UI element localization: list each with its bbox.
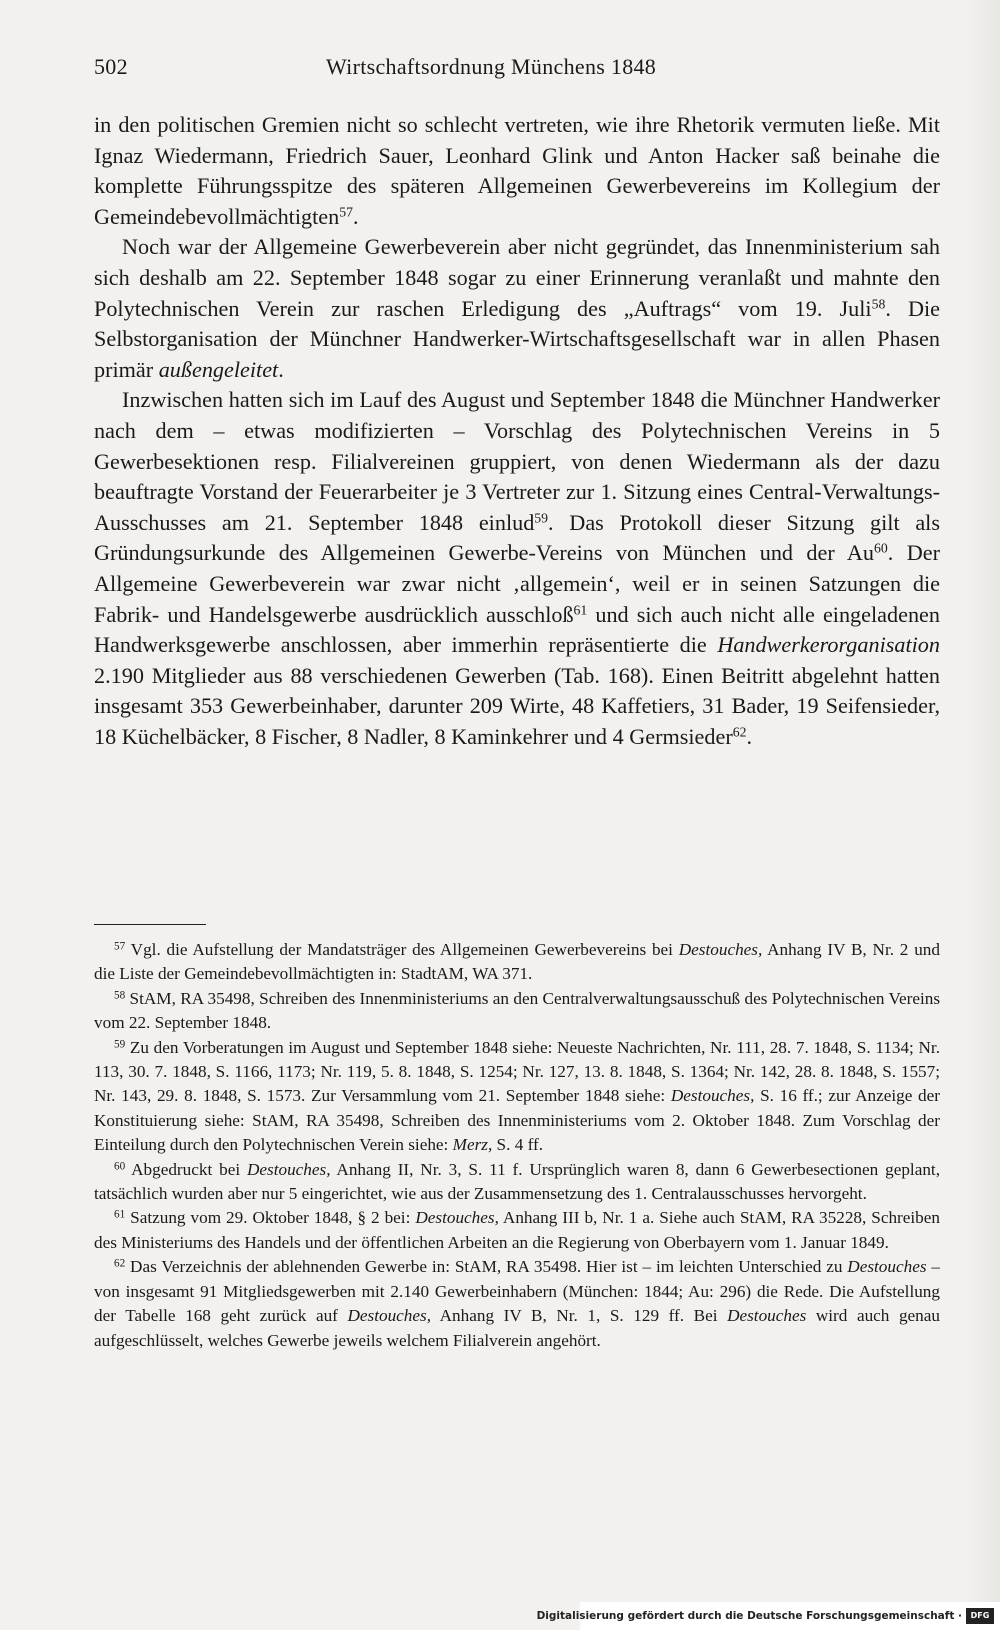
footnote-number: 59	[114, 1038, 126, 1051]
text-span: . Das Protokoll dieser Sitzung gilt als Gründungsurkunde des Allgemeinen Gewerbe-Vereins von München und der Au	[94, 509, 940, 566]
footnote-ref: 59	[534, 510, 549, 526]
paragraph-3	[94, 385, 940, 752]
running-title: Wirtschaftsordnung Münchens 1848	[326, 54, 657, 79]
text-span: – von insgesamt 91 Mitgliedsgewerben mit 2.140 Gewerbeinhabern (München: 1844; Au: 296) die Rede. Die Aufstellung der Tabelle 168 geht zurück auf	[94, 1257, 940, 1326]
footnote-number: 60	[114, 1160, 126, 1173]
footnote-62	[94, 1255, 940, 1353]
footnote-number: 57	[114, 940, 126, 953]
footnote-number: 62	[114, 1257, 126, 1270]
text-span: Anhang IV B, Nr. 2 und die Liste der Gemeindebevollmächtigten in: StadtAM, WA 371.	[94, 940, 940, 984]
text-span: .	[352, 203, 359, 229]
text-span: .	[746, 723, 752, 749]
dfg-logo-icon: DFG	[966, 1608, 994, 1624]
footnote-ref: 60	[874, 540, 888, 556]
scan-edge	[964, 0, 1000, 1630]
text-span: in den politischen Gremien nicht so schlecht vertreten, wie ihre Rhetorik vermuten ließe. Mit Ignaz Wiedermann, Friedrich Sauer, Leonhard Glink und Anton Hacker saß beinahe die komplette Führungsspitze des späteren Allgemeinen Gewerbevereins im Kollegium der Gemeindebevollmächtigten	[94, 112, 940, 229]
text-span: Anhang II, Nr. 3, S. 11 f. Ursprünglich waren 8, dann 6 Gewerbesectionen geplant, tatsächlich wurden aber nur 5 eingerichtet, wie aus der Zusammensetzung des 1. Centralausschusses hervorgeht.	[94, 1159, 940, 1204]
emphasis: Handwerkerorganisation	[717, 632, 940, 658]
text-span: . Die Selbstorganisation der Münchner Handwerker-Wirtschaftsgesellschaft war in allen Phasen primär	[94, 295, 940, 382]
footnote-58	[94, 987, 940, 1036]
text-span: S. 16 ff.; zur Anzeige der Konstituierung siehe: StAM, RA 35498, Schreiben des Innenministeriums vom 2. Oktober 1848. Zum Vorschlag der Einteilung durch den Polytechnischen Verein siehe:	[94, 1086, 940, 1155]
digitization-credit	[536, 1602, 1000, 1630]
text-span: Anhang IV B, Nr. 1, S. 129 ff. Bei	[431, 1306, 728, 1326]
emphasis: Destouches,	[678, 940, 763, 959]
main-text	[94, 110, 940, 752]
footnote-57	[94, 938, 940, 987]
text-span: Zu den Vorberatungen im August und September 1848 siehe: Neueste Nachrichten, Nr. 111, 28. 7. 1848, S. 1134; Nr. 113, 30. 7. 1848, S. 1166, 1173; Nr. 119, 5. 8. 1848, S. 1254; Nr. 127, 13. 8. 1848, S. 1364; Nr. 142, 28. 8. 1848, S. 1557; Nr. 143, 29. 8. 1848, S. 1573. Zur Versammlung vom 21. September 1848 siehe:	[94, 1037, 940, 1106]
text-span: Inzwischen hatten sich im Lauf des August und September 1848 die Münchner Handwerker nach dem – etwas modifizierten – Vorschlag des Polytechnischen Vereins in 5 Gewerbesektionen resp. Filialvereinen gruppiert, von denen Wiedermann als der dazu beauftragte Vorstand der Feuerarbeiter je 3 Vertreter zur 1. Sitzung eines Central-Verwaltungs-Ausschusses am 21. September 1848 einlud	[94, 387, 940, 535]
emphasis: Destouches	[727, 1306, 807, 1326]
credit-text: Digitalisierung gefördert durch die Deutsche Forschungsgemeinschaft ·	[536, 1610, 962, 1622]
text-span: Anhang III b, Nr. 1 a. Siehe auch StAM, RA 35228, Schreiben des Ministeriums des Handels und der öffentlichen Arbeiten an die Regierung von Oberbayern vom 1. Januar 1849.	[94, 1208, 941, 1252]
text-span: Vgl. die Aufstellung der Mandatsträger des Allgemeinen Gewerbevereins bei	[130, 940, 679, 959]
footnote-ref: 62	[732, 724, 747, 740]
emphasis: Destouches	[847, 1257, 927, 1277]
text-span: Abgedruckt bei	[131, 1159, 247, 1179]
text-span: .	[278, 356, 284, 382]
text-span: StAM, RA 35498, Schreiben des Innenministeriums an den Centralverwaltungsausschuß des Polytechnischen Vereins vom 22. September 1848.	[94, 988, 941, 1033]
text-span: . Der Allgemeine Gewerbeverein war zwar nicht ‚allgemein‘, weil er in seinen Satzungen die Fabrik- und Handelsgewerbe ausdrücklich ausschloß	[94, 540, 940, 627]
footnotes	[94, 938, 940, 1353]
text-span: Noch war der Allgemeine Gewerbeverein aber nicht gegründet, das Innenministerium sah sich deshalb am 22. September 1848 sogar zu einer Erinnerung veranlaßt und mahnte den Polytechnischen Verein zur raschen Erledigung des „Auftrags“ vom 19. Juli	[94, 234, 940, 321]
paragraph-1	[94, 110, 940, 232]
text-span: S. 4 ff.	[492, 1135, 544, 1155]
footnote-61	[94, 1206, 940, 1255]
footnote-ref: 58	[871, 296, 886, 311]
footnote-number: 58	[114, 989, 126, 1002]
footnote-59	[94, 1036, 940, 1158]
footnote-ref: 61	[573, 601, 588, 617]
text-span: und sich auch nicht alle eingeladenen Handwerksgewerbe anschlossen, aber immerhin repräsentierte die	[94, 601, 940, 658]
paragraph-2	[94, 232, 940, 385]
footnote-number: 61	[114, 1208, 126, 1221]
text-span: Satzung vom 29. Oktober 1848, § 2 bei:	[130, 1208, 416, 1228]
emphasis: Destouches,	[670, 1086, 755, 1106]
footnote-ref: 57	[339, 204, 353, 220]
footnote-60	[94, 1158, 940, 1207]
page-header	[94, 54, 944, 86]
emphasis: außengeleitet	[158, 356, 279, 382]
emphasis: Merz,	[452, 1135, 493, 1155]
emphasis: Destouches,	[415, 1208, 499, 1228]
emphasis: Destouches,	[347, 1306, 431, 1326]
page-number: 502	[94, 54, 128, 79]
text-span: Das Verzeichnis der ablehnenden Gewerbe in: StAM, RA 35498. Hier ist – im leichten Unterschied zu	[130, 1257, 848, 1277]
emphasis: Destouches,	[246, 1159, 331, 1179]
text-span: 2.190 Mitglieder aus 88 verschiedenen Gewerben (Tab. 168). Einen Beitritt abgelehnt hatten insgesamt 353 Gewerbeinhaber, darunter 209 Wirte, 48 Kaffetiers, 31 Bader, 19 Seifensieder, 18 Küchelbäcker, 8 Fischer, 8 Nadler, 8 Kaminkehrer und 4 Germsieder	[94, 662, 940, 749]
text-span: wird auch genau aufgeschlüsselt, welches Gewerbe jeweils welchem Filialverein angehört.	[94, 1306, 940, 1350]
footnote-divider	[94, 924, 206, 925]
